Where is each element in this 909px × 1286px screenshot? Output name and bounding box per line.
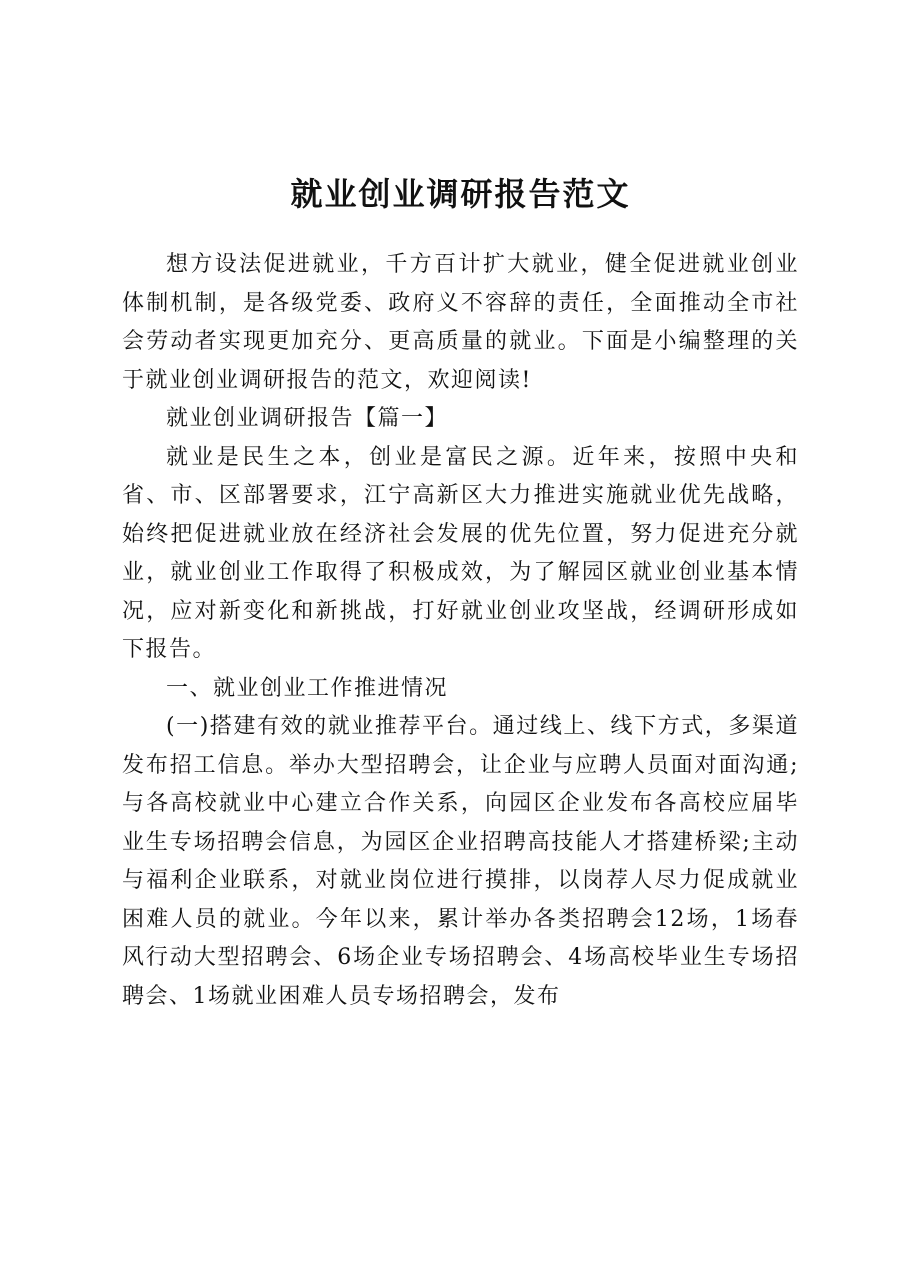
paragraph-platform: (一)搭建有效的就业推荐平台。通过线上、线下方式，多渠道发布招工信息。举办大型招聘会，让企业与应聘人员面对面沟通;与各高校就业中心建立合作关系，向园区企业发布各高校应届毕业生专场招聘会信息，为园区企业招聘高技能人才搭建桥梁;主动与福利企业联系，对就业岗位进行摸排，以岗荐人尽力促成就业困难人员的就业。今年以来，累计举办各类招聘会12场，1场春风行动大型招聘会、6场企业专场招聘会、4场高校毕业生专场招聘会、1场就业困难人员专场招聘会，发布 [122, 714, 799, 1009]
paragraph-background: 就业是民生之本，创业是富民之源。近年来，按照中央和省、市、区部署要求，江宁高新区大力推进实施就业优先战略，始终把促进就业放在经济社会发展的优先位置，努力促进充分就业，就业创业工作取得了积极成效，为了解园区就业创业基本情况，应对新变化和新挑战，打好就业创业攻坚战，经调研形成如下报告。 [122, 444, 799, 662]
section-heading-part-one: 就业创业调研报告【篇一】 [166, 406, 449, 431]
section-heading-progress: 一、就业创业工作推进情况 [166, 675, 449, 701]
paragraph-intro: 想方设法促进就业，千方百计扩大就业，健全促进就业创业体制机制，是各级党委、政府义不容辞的责任，全面推动全市社会劳动者实现更加充分、更高质量的就业。下面是小编整理的关于就业创业调研报告的范文，欢迎阅读! [122, 252, 799, 393]
document-body [122, 246, 799, 1016]
document-title: 就业创业调研报告范文 [290, 175, 631, 213]
